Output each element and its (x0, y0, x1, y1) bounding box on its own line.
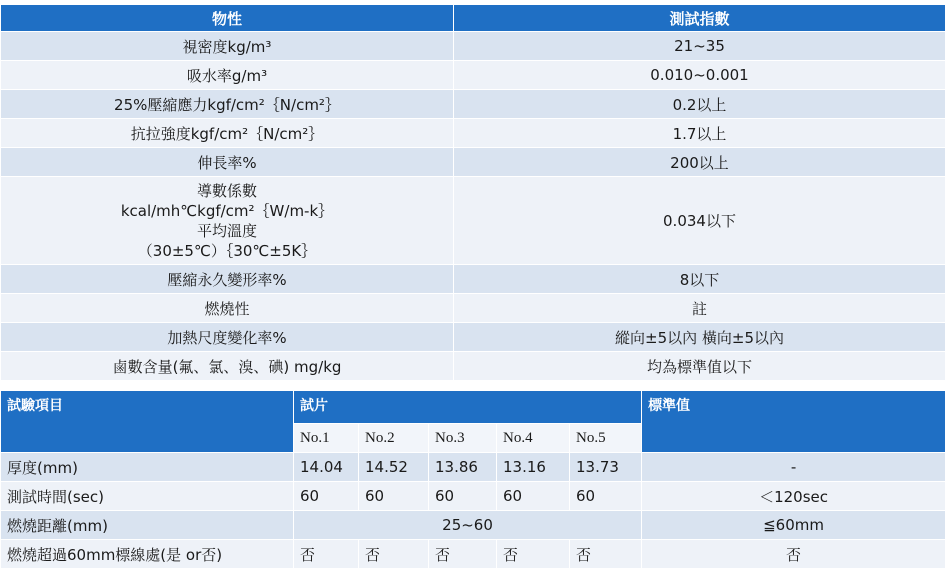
standard-value: ≦60mm (642, 511, 945, 540)
table-row (1, 540, 945, 569)
property-line: （30±5℃）｛30℃±5K｝ (137, 241, 317, 260)
sample-value: 60 (570, 482, 642, 511)
property-name: 加熱尺度變化率% (1, 323, 454, 352)
table-row (1, 352, 945, 381)
property-name: 25%壓縮應力kgf/cm²｛N/cm²｝ (1, 90, 454, 119)
properties-header-row (1, 5, 945, 32)
test-item-label: 燃燒距離(mm) (1, 511, 294, 540)
table-row (1, 511, 945, 540)
property-name: 壓縮永久變形率% (1, 265, 454, 294)
standard-value: 否 (642, 540, 945, 569)
property-line: kcal/mh℃kgf/cm²｛W/m-k｝ (120, 201, 334, 220)
sample-value: 13.16 (497, 453, 570, 482)
table-row (1, 119, 945, 148)
standard-value: - (642, 453, 945, 482)
sample-value: 13.73 (570, 453, 642, 482)
property-value: 200以上 (454, 148, 945, 177)
table-row (1, 323, 945, 352)
sample-label: No.5 (570, 424, 642, 453)
samples-header: 試片 (294, 391, 642, 424)
sample-value: 60 (359, 482, 429, 511)
sample-value: 14.04 (294, 453, 359, 482)
property-value: 縱向±5以內 橫向±5以內 (454, 323, 945, 352)
property-value: 均為標準值以下 (454, 352, 945, 381)
property-name-multiline (1, 177, 454, 265)
sample-value: 否 (359, 540, 429, 569)
property-name: 鹵數含量(氟、氯、溴、碘) mg/kg (1, 352, 454, 381)
test-index-column-header: 測試指數 (454, 5, 945, 32)
standard-value-header: 標準值 (642, 391, 945, 453)
property-value: 0.010~0.001 (454, 61, 945, 90)
test-header-row (1, 391, 945, 424)
property-line: 導數係數 (196, 181, 257, 200)
property-name: 燃燒性 (1, 294, 454, 323)
standard-value: ＜120sec (642, 482, 945, 511)
properties-table (0, 4, 945, 381)
sample-value: 13.86 (429, 453, 497, 482)
sample-value: 否 (570, 540, 642, 569)
property-name: 吸水率g/m³ (1, 61, 454, 90)
sample-label: No.2 (359, 424, 429, 453)
property-value: 註 (454, 294, 945, 323)
sample-label: No.1 (294, 424, 359, 453)
merged-sample-value: 25~60 (294, 511, 642, 540)
property-value: 0.2以上 (454, 90, 945, 119)
sample-label: No.3 (429, 424, 497, 453)
test-item-header: 試驗項目 (1, 391, 294, 453)
sample-label: No.4 (497, 424, 570, 453)
property-column-header: 物性 (1, 5, 454, 32)
property-name: 視密度kg/m³ (1, 32, 454, 61)
sample-value: 否 (429, 540, 497, 569)
sample-value: 60 (294, 482, 359, 511)
table-row (1, 148, 945, 177)
table-row (1, 90, 945, 119)
sample-value: 否 (497, 540, 570, 569)
sample-value: 60 (497, 482, 570, 511)
test-item-label: 測試時間(sec) (1, 482, 294, 511)
property-name: 伸長率% (1, 148, 454, 177)
table-row (1, 32, 945, 61)
property-name: 抗拉強度kgf/cm²｛N/cm²｝ (1, 119, 454, 148)
property-value: 0.034以下 (454, 177, 945, 265)
sample-value: 60 (429, 482, 497, 511)
table-row (1, 294, 945, 323)
test-item-label: 燃燒超過60mm標線處(是 or否) (1, 540, 294, 569)
property-value: 8以下 (454, 265, 945, 294)
table-row (1, 482, 945, 511)
table-row (1, 453, 945, 482)
property-value: 21~35 (454, 32, 945, 61)
test-item-label: 厚度(mm) (1, 453, 294, 482)
property-value: 1.7以上 (454, 119, 945, 148)
table-row (1, 265, 945, 294)
sample-value: 否 (294, 540, 359, 569)
property-line: 平均溫度 (196, 221, 257, 240)
table-row (1, 61, 945, 90)
flammability-test-table (0, 390, 945, 569)
sample-value: 14.52 (359, 453, 429, 482)
table-row (1, 177, 945, 265)
